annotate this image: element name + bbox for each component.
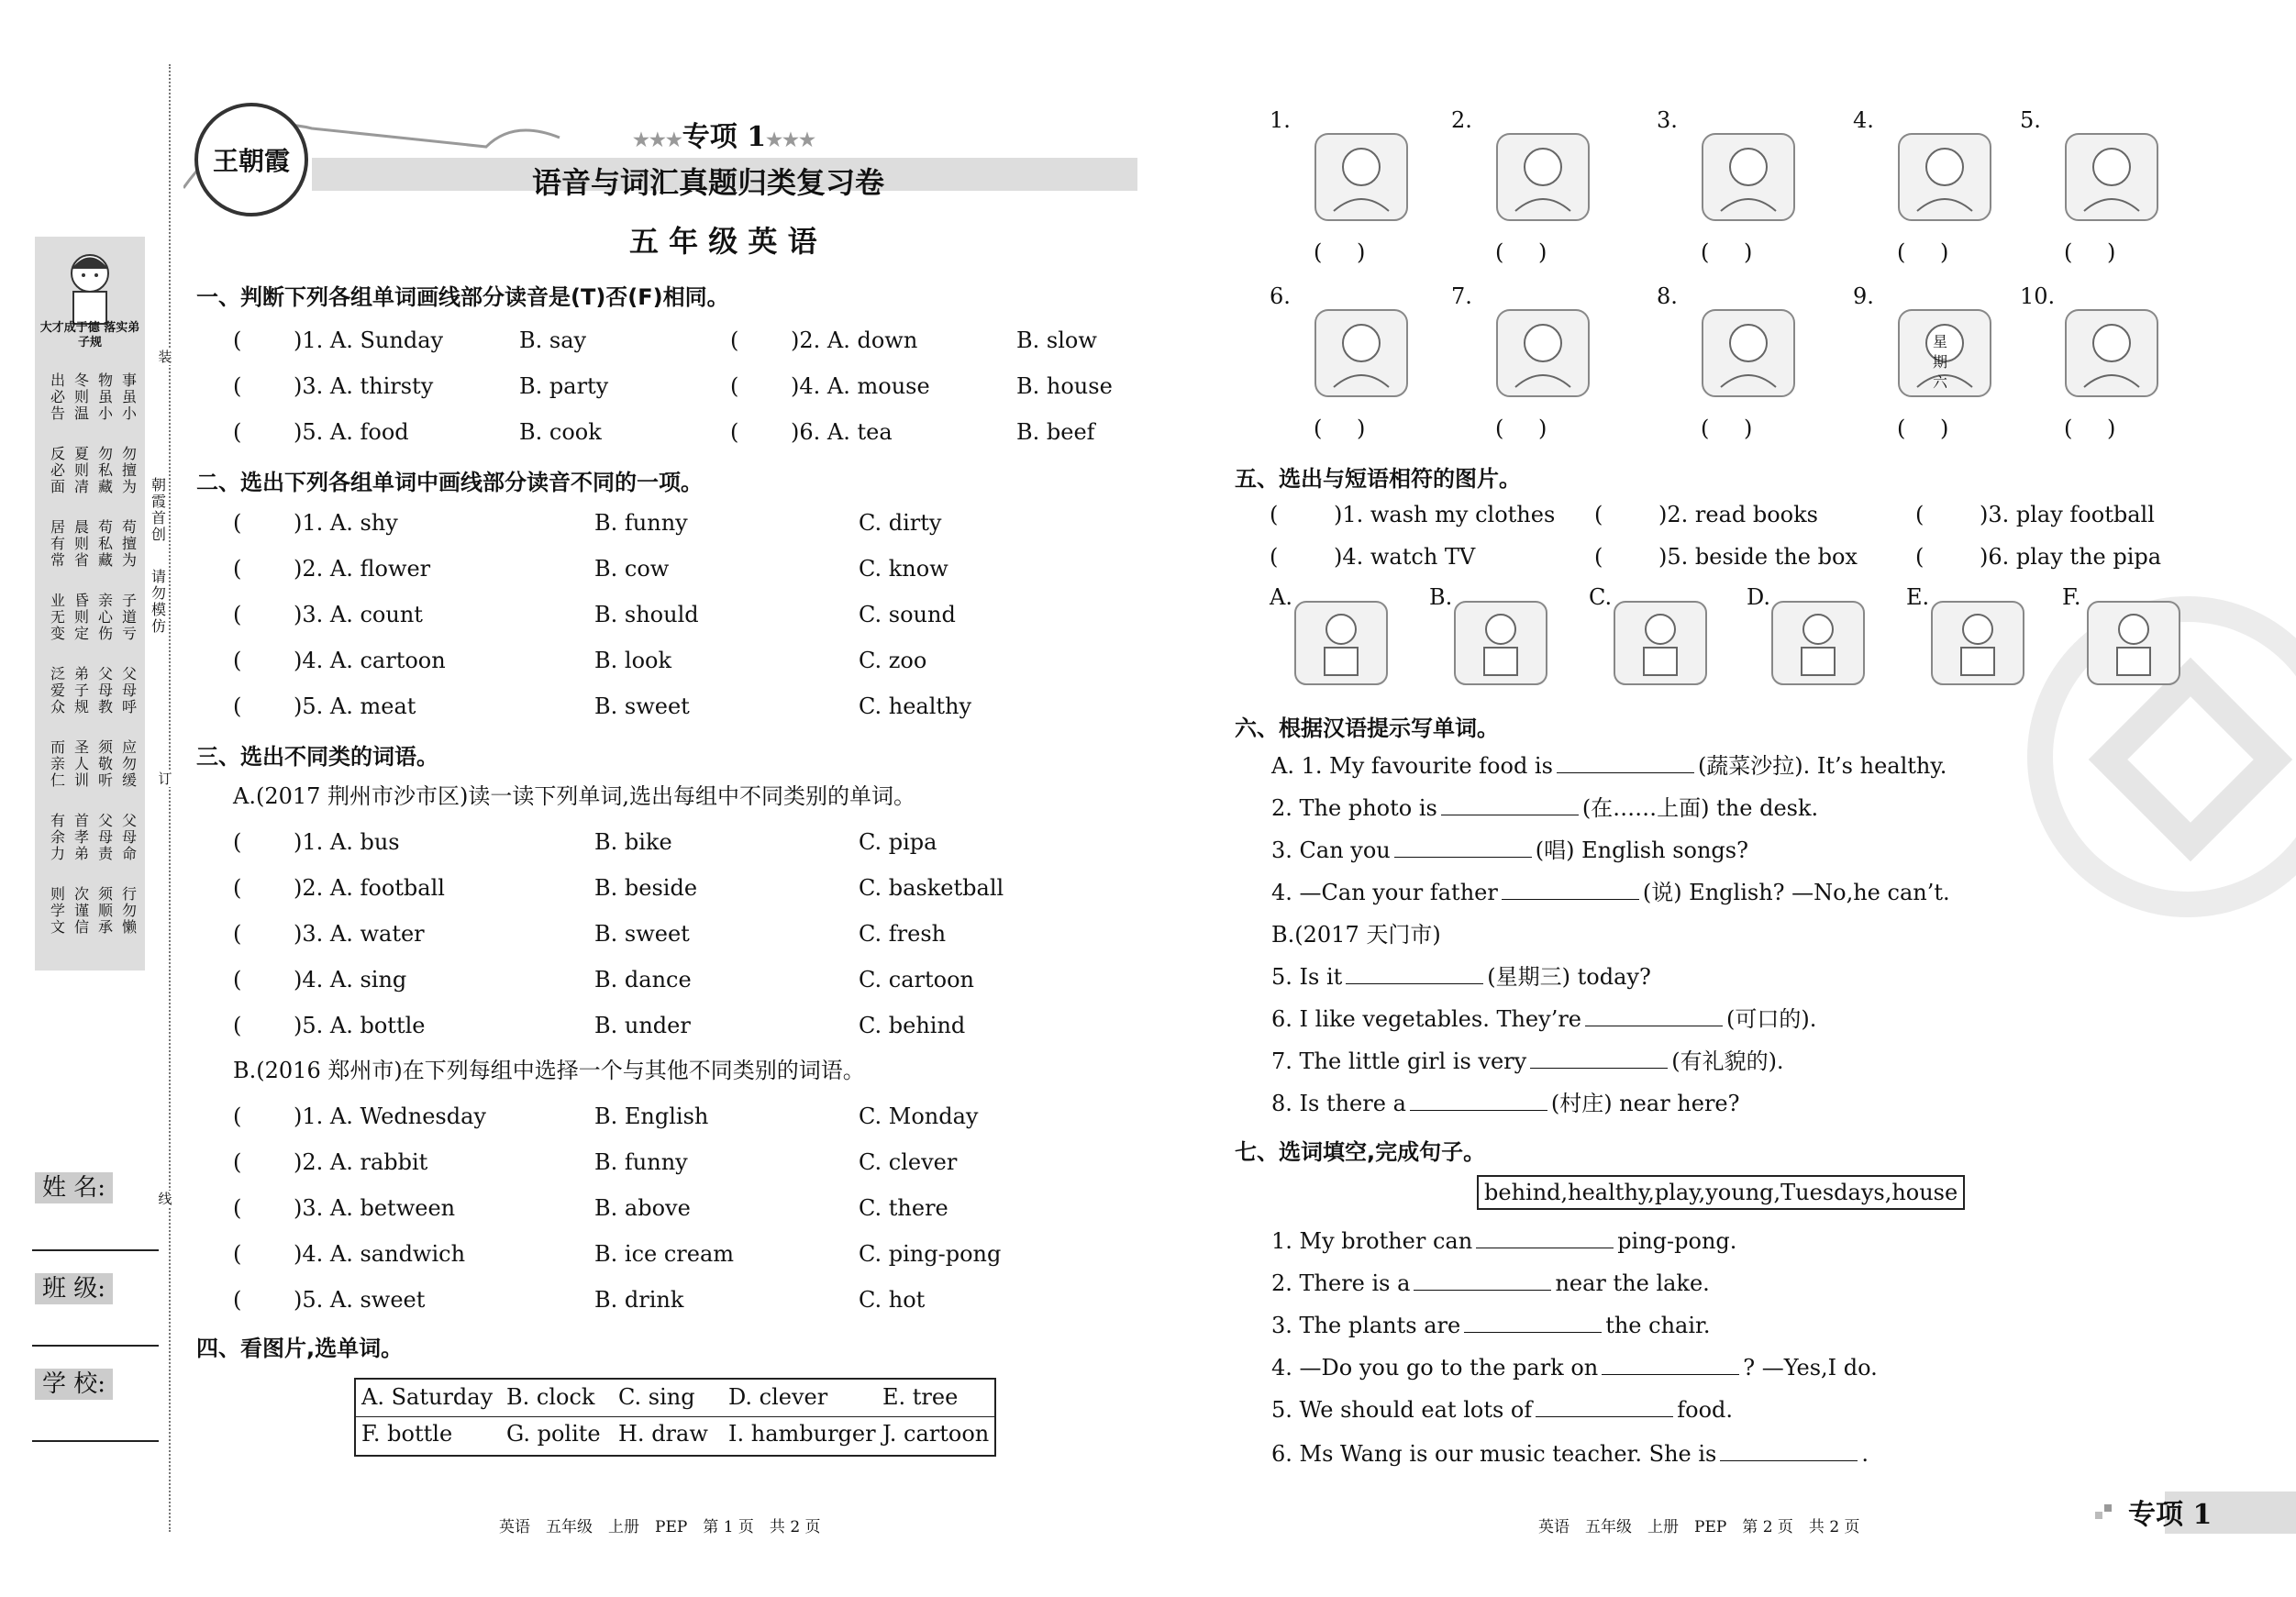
- sentence-end: (唱) English songs?: [1535, 837, 1748, 863]
- fill-sentence: [1271, 1440, 1869, 1468]
- sidebar-quote-line: 父母呼: [121, 665, 137, 715]
- sidebar-quote-line: 应勿缓: [121, 738, 137, 789]
- sentence-end: near the lake.: [1555, 1270, 1710, 1296]
- answer-paren[interactable]: (: [233, 1287, 242, 1313]
- picture-6: [1306, 303, 1416, 404]
- answer-paren[interactable]: ( ): [1314, 416, 1366, 441]
- sidebar-quote-line: 父母教: [97, 665, 113, 715]
- sidebar-quote-line: 父母责: [97, 812, 113, 862]
- sidebar-quote-line: 居有常: [50, 518, 65, 569]
- sentence-start: 4. —Do you go to the park on: [1271, 1355, 1599, 1381]
- sidebar-quote-line: 有余力: [50, 812, 65, 862]
- school-label: 学 校:: [35, 1369, 113, 1400]
- fill-sentence: [1271, 794, 1818, 822]
- answer-paren[interactable]: (: [233, 1195, 242, 1221]
- answer-paren[interactable]: ( ): [1495, 239, 1547, 265]
- word-box: [354, 1378, 996, 1457]
- sidebar-quote-line: 晨则省: [73, 518, 89, 569]
- answer-blank[interactable]: [1602, 1373, 1739, 1375]
- sidebar-quote-line: 苟擅为: [121, 518, 137, 569]
- answer-paren[interactable]: ( ): [1897, 239, 1949, 265]
- fill-sentence: [1271, 1312, 1710, 1339]
- sidebar-quote-line: 昏则定: [73, 592, 89, 642]
- answer-paren[interactable]: ( ): [1314, 239, 1366, 265]
- picture-letter: F.: [2062, 584, 2081, 610]
- class-label: 班 级:: [35, 1273, 113, 1304]
- option-b: B. drink: [594, 1287, 684, 1313]
- fill-sentence: [1271, 1227, 1736, 1255]
- word-option: D. clever: [728, 1384, 828, 1410]
- answer-paren[interactable]: (: [1270, 502, 1279, 527]
- answer-blank[interactable]: [1394, 856, 1532, 858]
- picture-letter: C.: [1589, 584, 1613, 610]
- copyright-1: 朝霞首创: [150, 476, 166, 543]
- option-b: B. dance: [594, 967, 692, 993]
- sidebar-quote-line: 须敬听: [97, 738, 113, 789]
- answer-paren[interactable]: (: [233, 327, 242, 353]
- answer-blank[interactable]: [1441, 814, 1579, 815]
- option-b: B. sweet: [594, 921, 690, 947]
- section-3-part-b: B.(2016 郑州市)在下列每组中选择一个与其他不同类别的词语。: [233, 1058, 865, 1083]
- answer-blank[interactable]: [1720, 1459, 1858, 1461]
- footer-right: 英语 五年级 上册 PEP 第 2 页 共 2 页: [1538, 1518, 1860, 1536]
- option-c: C. healthy: [859, 693, 972, 719]
- sentence-start: 8. Is there a: [1271, 1091, 1406, 1116]
- sentence-start: 5. Is it: [1271, 964, 1343, 990]
- answer-paren[interactable]: ( ): [1495, 416, 1547, 441]
- calendar-char: 期: [1933, 353, 1948, 371]
- picture-letter: B.: [1429, 584, 1453, 610]
- sidebar-quote-line: 勿私藏: [97, 445, 113, 495]
- fill-sentence: [1271, 752, 1947, 780]
- sentence-start: A. 1. My favourite food is: [1271, 753, 1553, 779]
- picture-5: [2057, 127, 2167, 227]
- answer-blank[interactable]: [1557, 771, 1694, 773]
- sidebar-quote-line: 泛爱众: [50, 665, 65, 715]
- option-b: B. cook: [519, 419, 602, 445]
- phrase-item: )1. wash my clothes: [1334, 502, 1556, 527]
- sentence-start: 6. Ms Wang is our music teacher. She is: [1271, 1441, 1717, 1467]
- picture-2: [1488, 127, 1598, 227]
- phrase-item: )2. read books: [1658, 502, 1818, 527]
- question-item: )1. A. Sunday: [294, 327, 444, 353]
- question-item: )6. A. tea: [791, 419, 893, 445]
- sidebar-panel: [35, 237, 145, 970]
- picture-number: 5.: [2020, 107, 2041, 133]
- sidebar-title: 大才成于德 落实弟子规: [39, 321, 140, 349]
- phrase-picture-5: [1924, 593, 2031, 693]
- sentence-end: (有礼貌的).: [1671, 1048, 1784, 1074]
- section-1-title: 一、判断下列各组单词画线部分读音是(T)否(F)相同。: [196, 284, 729, 310]
- page-subtitle: 五 年 级 英 语: [629, 224, 817, 259]
- section-5-title: 五、选出与短语相符的图片。: [1235, 466, 1521, 492]
- answer-paren[interactable]: (: [730, 419, 739, 445]
- sidebar-quote-line: 冬则温: [73, 372, 89, 422]
- option-b: B. funny: [594, 1149, 688, 1175]
- option-c: C. clever: [859, 1149, 958, 1175]
- option-c: C. there: [859, 1195, 948, 1221]
- option-b: B. say: [519, 327, 587, 353]
- sidebar-quote-line: 行勿懒: [121, 885, 137, 936]
- sentence-start: 2. The photo is: [1271, 795, 1437, 821]
- sidebar-quote-line: 须顺承: [97, 885, 113, 936]
- calendar-char: 星: [1933, 333, 1948, 350]
- sentence-end: ? —Yes,I do.: [1743, 1355, 1878, 1381]
- phrase-item: )6. play the pipa: [1980, 544, 2162, 570]
- answer-paren[interactable]: (: [233, 1013, 242, 1038]
- picture-number: 4.: [1853, 107, 1874, 133]
- answer-paren[interactable]: (: [233, 556, 242, 582]
- answer-paren[interactable]: (: [233, 875, 242, 901]
- picture-letter: D.: [1747, 584, 1771, 610]
- answer-paren[interactable]: (: [233, 419, 242, 445]
- option-b: B. should: [594, 602, 699, 627]
- question-item: )5. A. food: [294, 419, 409, 445]
- sentence-end: the chair.: [1605, 1313, 1711, 1338]
- stars-icon: ★★★: [766, 128, 815, 150]
- answer-paren[interactable]: (: [1594, 544, 1603, 570]
- picture-3: [1693, 127, 1803, 227]
- bind-label-3: 线: [156, 1191, 174, 1207]
- word-option: J. cartoon: [882, 1421, 990, 1447]
- sidebar-quote-line: 父母命: [121, 812, 137, 862]
- option-b: B. ice cream: [594, 1241, 735, 1267]
- option-b: B. slow: [1016, 327, 1097, 353]
- sidebar-quote-line: 勿擅为: [121, 445, 137, 495]
- option-c: C. behind: [859, 1013, 966, 1038]
- answer-paren[interactable]: (: [233, 1241, 242, 1267]
- answer-paren[interactable]: (: [233, 829, 242, 855]
- fill-sentence: [1271, 1354, 1878, 1381]
- picture-8: [1693, 303, 1803, 404]
- answer-paren[interactable]: (: [233, 1149, 242, 1175]
- question-item: )1. A. Wednesday: [294, 1103, 486, 1129]
- sentence-start: 1. My brother can: [1271, 1228, 1473, 1254]
- sentence-start: 7. The little girl is very: [1271, 1048, 1527, 1074]
- picture-letter: E.: [1906, 584, 1930, 610]
- question-item: )2. A. flower: [294, 556, 431, 582]
- picture-number: 9.: [1853, 283, 1874, 309]
- sidebar-quote-line: 圣人训: [73, 738, 89, 789]
- series-badge: [633, 114, 815, 154]
- question-item: )5. A. bottle: [294, 1013, 426, 1038]
- fill-sentence: [1271, 837, 1748, 864]
- stars-icon: ★★★: [633, 128, 682, 150]
- word-bank: behind,healthy,play,young,Tuesdays,house: [1477, 1175, 1965, 1210]
- option-c: C. pipa: [859, 829, 937, 855]
- answer-paren[interactable]: (: [1270, 544, 1279, 570]
- sidebar-quotes: [42, 372, 138, 959]
- answer-paren[interactable]: ( ): [1897, 416, 1949, 441]
- picture-number: 8.: [1657, 283, 1678, 309]
- section-4-title: 四、看图片,选单词。: [196, 1336, 404, 1361]
- picture-number: 7.: [1451, 283, 1472, 309]
- option-b: B. cow: [594, 556, 670, 582]
- word-option: G. polite: [506, 1421, 601, 1447]
- fill-sentence: [1271, 1270, 1710, 1297]
- answer-paren[interactable]: (: [233, 648, 242, 673]
- question-item: )5. A. sweet: [294, 1287, 426, 1313]
- picture-1: [1306, 127, 1416, 227]
- page-title: 语音与词汇真题归类复习卷: [532, 165, 885, 200]
- picture-10: [2057, 303, 2167, 404]
- question-item: )4. A. mouse: [791, 373, 930, 399]
- answer-paren[interactable]: (: [233, 921, 242, 947]
- sentence-end: (村庄) near here?: [1550, 1091, 1740, 1116]
- sidebar-quote-line: 苟私藏: [97, 518, 113, 569]
- option-b: B. under: [594, 1013, 691, 1038]
- option-c: C. sound: [859, 602, 956, 627]
- logo-text: 王朝霞: [212, 146, 290, 176]
- phrase-item: )5. beside the box: [1658, 544, 1858, 570]
- option-c: C. cartoon: [859, 967, 974, 993]
- sidebar-quote-line: 业无变: [50, 592, 65, 642]
- school-field[interactable]: [32, 1440, 159, 1442]
- sidebar-quote-line: 亲心伤: [97, 592, 113, 642]
- picture-number: 3.: [1657, 107, 1678, 133]
- question-item: )4. A. sing: [294, 967, 407, 993]
- series-label: 专项 1: [682, 121, 767, 153]
- option-c: C. zoo: [859, 648, 927, 673]
- sidebar-quote-line: 首孝弟: [73, 812, 89, 862]
- sentence-end: (可口的).: [1726, 1006, 1817, 1032]
- sidebar-quote-line: 而亲仁: [50, 738, 65, 789]
- dots-icon: [2095, 1504, 2113, 1523]
- word-option: F. bottle: [361, 1421, 453, 1447]
- option-b: B. look: [594, 648, 672, 673]
- name-label: 姓 名:: [35, 1172, 113, 1203]
- sentence-start: 3. Can you: [1271, 837, 1391, 863]
- picture-4: [1890, 127, 2000, 227]
- answer-paren[interactable]: (: [1594, 502, 1603, 527]
- option-b: B. beside: [594, 875, 698, 901]
- section-6-title: 六、根据汉语提示写单词。: [1235, 715, 1499, 741]
- sidebar-quote-line: 事虽小: [121, 372, 137, 422]
- word-option: H. draw: [618, 1421, 708, 1447]
- answer-paren[interactable]: (: [1915, 502, 1924, 527]
- publisher-logo: [194, 103, 308, 216]
- phrase-picture-3: [1607, 593, 1714, 693]
- sentence-end: food.: [1677, 1397, 1734, 1423]
- option-c: C. know: [859, 556, 948, 582]
- answer-paren[interactable]: ( ): [1701, 239, 1753, 265]
- sidebar-quote-line: 弟子规: [73, 665, 89, 715]
- sidebar-quote-line: 子道亏: [121, 592, 137, 642]
- answer-blank[interactable]: [1414, 1289, 1551, 1291]
- option-b: B. funny: [594, 510, 688, 536]
- fill-sentence: [1271, 963, 1651, 991]
- answer-paren[interactable]: (: [233, 967, 242, 993]
- option-b: B. above: [594, 1195, 691, 1221]
- fill-sentence: [1271, 879, 1950, 906]
- sentence-start: 2. There is a: [1271, 1270, 1411, 1296]
- phrase-picture-2: [1447, 593, 1554, 693]
- bind-label-2: 订: [156, 771, 174, 787]
- answer-paren[interactable]: ( ): [2064, 416, 2116, 441]
- footer-left: 英语 五年级 上册 PEP 第 1 页 共 2 页: [499, 1518, 821, 1536]
- option-c: C. ping-pong: [859, 1241, 1002, 1267]
- sidebar-quote-line: 出必告: [50, 372, 65, 422]
- answer-blank[interactable]: [1502, 898, 1639, 900]
- phrase-item: )4. watch TV: [1334, 544, 1476, 570]
- option-b: B. beef: [1016, 419, 1095, 445]
- question-item: )3. A. count: [294, 602, 423, 627]
- option-c: C. fresh: [859, 921, 947, 947]
- bind-label-1: 装: [156, 349, 174, 365]
- word-option: C. sing: [618, 1384, 695, 1410]
- answer-paren[interactable]: (: [1915, 544, 1924, 570]
- question-item: )4. A. cartoon: [294, 648, 446, 673]
- fill-sentence: [1271, 1048, 1784, 1075]
- question-item: )3. A. between: [294, 1195, 456, 1221]
- question-item: )1. A. shy: [294, 510, 398, 536]
- answer-paren[interactable]: (: [233, 510, 242, 536]
- sentence-end: (说) English? —No,he can’t.: [1642, 880, 1950, 905]
- answer-blank[interactable]: [1410, 1109, 1547, 1111]
- sentence-start: 6. I like vegetables. They’re: [1271, 1006, 1581, 1032]
- answer-blank[interactable]: [1464, 1331, 1602, 1333]
- word-option: B. clock: [506, 1384, 595, 1410]
- question-item: )2. A. rabbit: [294, 1149, 428, 1175]
- fill-sentence: [1271, 1005, 1816, 1033]
- question-item: )4. A. sandwich: [294, 1241, 466, 1267]
- sidebar-quote-line: 反必面: [50, 445, 65, 495]
- corner-label: 专项 1: [2128, 1499, 2213, 1531]
- option-b: B. sweet: [594, 693, 690, 719]
- option-b: B. party: [519, 373, 609, 399]
- question-item: )5. A. meat: [294, 693, 416, 719]
- answer-paren[interactable]: (: [730, 327, 739, 353]
- fill-sentence: [1271, 1396, 1733, 1424]
- sentence-end: .: [1861, 1441, 1869, 1467]
- sentence-start: B.(2017 天门市): [1271, 922, 1441, 948]
- sentence-start: 3. The plants are: [1271, 1313, 1461, 1338]
- phrase-item: )3. play football: [1980, 502, 2155, 527]
- picture-7: [1488, 303, 1598, 404]
- answer-blank[interactable]: [1530, 1067, 1668, 1069]
- copyright-2: 请勿模仿: [150, 568, 166, 635]
- answer-paren[interactable]: (: [233, 1103, 242, 1129]
- picture-number: 10.: [2020, 283, 2056, 309]
- sentence-start: 5. We should eat lots of: [1271, 1397, 1533, 1423]
- answer-blank[interactable]: [1346, 982, 1483, 984]
- answer-paren[interactable]: (: [730, 373, 739, 399]
- sidebar-quote-line: 次谨信: [73, 885, 89, 936]
- sentence-end: (蔬菜沙拉). It’s healthy.: [1697, 753, 1947, 779]
- picture-letter: A.: [1270, 584, 1292, 610]
- section-2-title: 二、选出下列各组单词中画线部分读音不同的一项。: [196, 470, 703, 495]
- phrase-picture-1: [1288, 593, 1394, 693]
- option-b: B. bike: [594, 829, 672, 855]
- fill-sentence: [1271, 921, 1441, 948]
- question-item: )3. A. water: [294, 921, 425, 947]
- picture-number: 6.: [1270, 283, 1291, 309]
- answer-paren[interactable]: (: [233, 373, 242, 399]
- sentence-start: 4. —Can your father: [1271, 880, 1498, 905]
- answer-blank[interactable]: [1585, 1025, 1723, 1026]
- option-b: B. house: [1016, 373, 1113, 399]
- question-item: )2. A. down: [791, 327, 918, 353]
- option-c: C. basketball: [859, 875, 1004, 901]
- answer-paren[interactable]: ( ): [1701, 416, 1753, 441]
- sentence-end: ping-pong.: [1617, 1228, 1737, 1254]
- sidebar-quote-line: 则学文: [50, 885, 65, 936]
- answer-paren[interactable]: (: [233, 693, 242, 719]
- phrase-picture-4: [1765, 593, 1871, 693]
- question-item: )3. A. thirsty: [294, 373, 434, 399]
- section-3-title: 三、选出不同类的词语。: [196, 744, 438, 770]
- sentence-end: (在……上面) the desk.: [1581, 795, 1819, 821]
- fill-sentence: [1271, 1090, 1740, 1117]
- answer-paren[interactable]: (: [233, 602, 242, 627]
- calendar-char: 六: [1933, 373, 1948, 391]
- option-c: C. dirty: [859, 510, 942, 536]
- word-option: A. Saturday: [361, 1384, 494, 1410]
- word-option: E. tree: [882, 1384, 959, 1410]
- name-field[interactable]: [32, 1249, 159, 1251]
- question-item: )1. A. bus: [294, 829, 400, 855]
- option-c: C. hot: [859, 1287, 926, 1313]
- question-item: )2. A. football: [294, 875, 445, 901]
- phrase-picture-6: [2080, 593, 2187, 693]
- word-option: I. hamburger: [728, 1421, 876, 1447]
- picture-number: 1.: [1270, 107, 1291, 133]
- picture-number: 2.: [1451, 107, 1472, 133]
- class-field[interactable]: [32, 1345, 159, 1347]
- option-b: B. English: [594, 1103, 709, 1129]
- answer-blank[interactable]: [1476, 1247, 1614, 1248]
- sentence-end: (星期三) today?: [1487, 964, 1651, 990]
- binding-line: [169, 64, 171, 1532]
- answer-blank[interactable]: [1536, 1415, 1673, 1417]
- section-3-part-a: A.(2017 荆州市沙市区)读一读下列单词,选出每组中不同类别的单词。: [233, 783, 916, 809]
- sidebar-quote-line: 夏则凊: [73, 445, 89, 495]
- section-7-title: 七、选词填空,完成句子。: [1235, 1139, 1486, 1165]
- answer-paren[interactable]: ( ): [2064, 239, 2116, 265]
- option-c: C. Monday: [859, 1103, 979, 1129]
- sidebar-quote-line: 物虽小: [97, 372, 113, 422]
